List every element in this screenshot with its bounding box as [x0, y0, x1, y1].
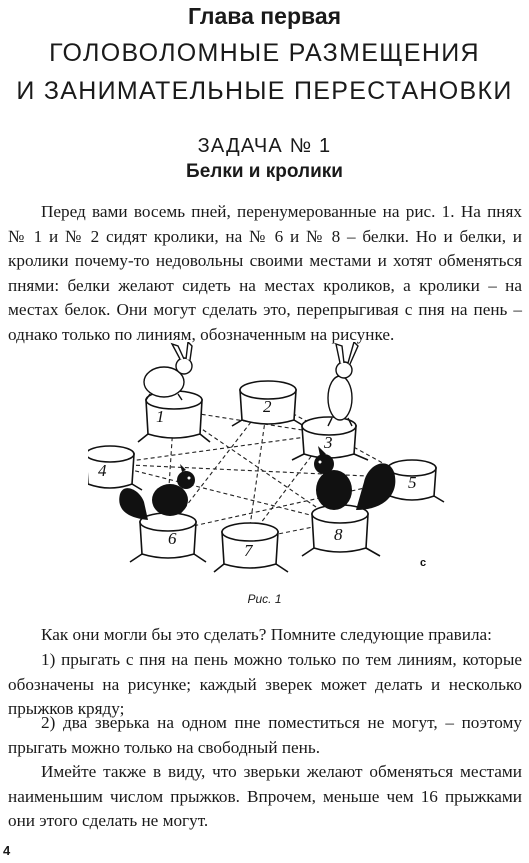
stumps-diagram — [88, 342, 446, 582]
stump-label: 5 — [408, 473, 417, 492]
stump-label: 2 — [263, 397, 272, 416]
stump-1 — [138, 391, 210, 442]
stump-label: 4 — [98, 461, 107, 480]
note-paragraph: Имейте также в виду, что зверьки желают обменяться местами наименьшим числом прыжков. Впрочем, меньше чем 16 прыжками они этого сделать не могут. — [8, 762, 522, 831]
task-number: ЗАДАЧА № 1 — [197, 135, 332, 157]
stump-label: 8 — [334, 525, 343, 544]
stump-label: 7 — [244, 541, 253, 560]
figure-illustration — [88, 342, 446, 582]
stump-label: 6 — [168, 529, 177, 548]
page-number: 4 — [3, 843, 11, 858]
squirrel-icon — [314, 446, 395, 510]
jump-line — [108, 434, 328, 464]
stump-label: 1 — [156, 407, 165, 426]
chapter-label: Глава первая — [187, 3, 342, 29]
rule-1-paragraph: 1) прыгать с пня на пень можно только по тем линиям, которые обозначены на рисунке; каждый зверек может делать и несколько прыжков кряду; — [8, 650, 522, 719]
rabbit-icon — [328, 342, 358, 426]
chapter-title-line: ГОЛОВОЛОМНЫЕ РАЗМЕЩЕНИЯ — [49, 39, 480, 67]
task-title: Белки и кролики — [186, 161, 343, 182]
chapter-title — [0, 34, 529, 110]
artist-signature: c — [420, 557, 427, 569]
figure-caption: Рис. 1 — [247, 592, 282, 606]
chapter-title-line: И ЗАНИМАТЕЛЬНЫЕ ПЕРЕСТАНОВКИ — [16, 77, 513, 105]
stump-4 — [88, 446, 142, 490]
rule-2-paragraph: 2) два зверька на одном пне поместиться не могут, – поэтому прыгать можно только на свободный пень. — [8, 713, 522, 757]
jump-line — [108, 464, 410, 478]
question-paragraph: Как они могли бы это сделать? Помните следующие правила: — [41, 625, 492, 644]
intro-paragraph: Перед вами восемь пней, перенумерованные на рис. 1. На пнях № 1 и № 2 сидят кролики, на № 6 и № 8 – белки. Но и белки, и кролики почему-то недовольны своими местами и хотят обменяться пнями: белки желают сидеть на местах кроликов, а кролики – на местах белок. Они могут сделать это, перепрыгивая с пня на пень – однако только по линиям, обозначенным на рисунке. — [8, 202, 522, 344]
stump-label: 3 — [324, 433, 333, 452]
